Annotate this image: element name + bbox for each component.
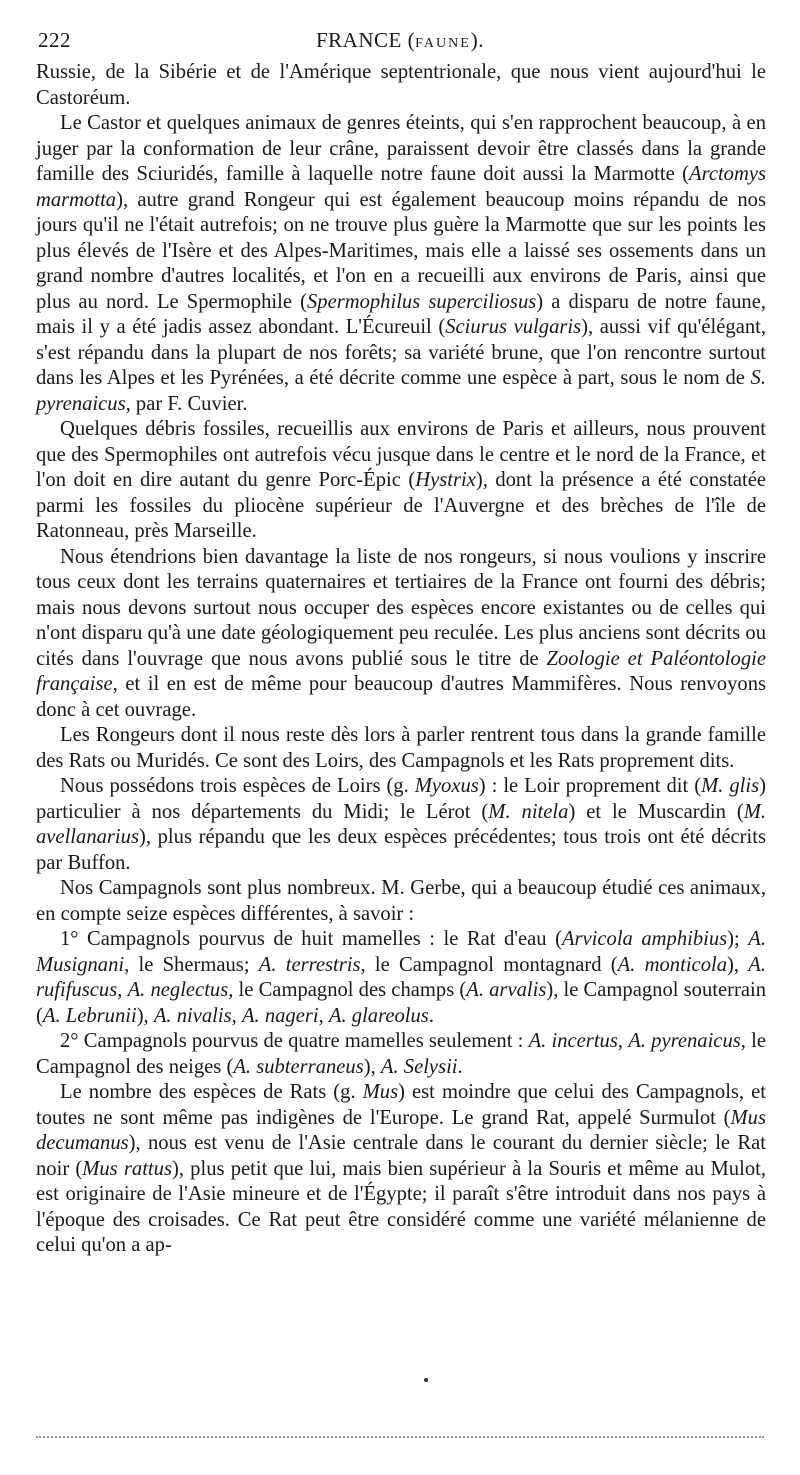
text-run: ), le Campagnol souterrain ( (36, 979, 766, 1027)
text-run: ), plus petit que lui, mais bien supérieur à la Souris et même au Mulot, est originaire de l'Asie mineure et de l'Égypte; il paraît s'être introduit dans nos pays à l'époque des croisades. Ce Rat peut être considéré comme une variété mélanienne de celui qu'on a ap- (36, 1157, 766, 1256)
text-run: ) particulier à nos départements du Midi; le Lérot ( (36, 775, 766, 823)
italic-taxon: Spermophilus superciliosus (306, 290, 537, 313)
text-run: , (231, 1004, 242, 1027)
running-title (38, 28, 762, 53)
italic-taxon: Hystrix (415, 469, 476, 491)
text-run: ), aussi vif qu'élégant, s'est répandu dans la plupart de nos forêts; sa variété brune, que l'on rencontre surtout dans les Alpes et les Pyrénées, a été décrite comme une espèce à part, sous le nom de (36, 316, 766, 389)
paragraph (36, 774, 766, 876)
ink-dot (424, 1378, 428, 1382)
italic-taxon: A. neglectus (127, 979, 229, 1001)
text-run: ) est moindre que celui des Campagnols, et toutes ne sont même pas indigènes de l'Europe. Le grand Rat, appelé Surmulot ( (36, 1081, 766, 1129)
italic-taxon: Mus decumanus (36, 1106, 766, 1154)
text-run: ) : le Loir proprement dit ( (478, 775, 702, 797)
italic-taxon: S. pyrenaicus (36, 367, 766, 415)
italic-taxon: Myoxus (414, 775, 479, 797)
text-run: . (428, 1004, 434, 1027)
text-run: ), (727, 953, 749, 976)
text-run: ), autre grand Rongeur qui est également beaucoup moins répandu de nos jours qu'il ne l'était autrefois; on ne trouve plus guère la Marmotte que sur les points les plus élevés de l'Isère et des Alpes-Maritimes, mais elle a laissé ses ossements dans un grand nombre d'autres localités, et l'on en a recueilli aux environs de Paris, ainsi que plus au nord. Le Spermophile ( (36, 188, 766, 313)
italic-taxon: Mus rattus (82, 1157, 172, 1180)
text-run: Nous possédons trois espèces de Loirs (g. (60, 775, 415, 797)
paragraph (36, 876, 766, 927)
running-header (38, 28, 762, 58)
text-run: Les Rongeurs dont il nous reste dès lors à parler rentrent tous dans la grande famille des Rats ou Muridés. Ce sont des Loirs, des Campagnols et les Rats proprement dits. (36, 724, 766, 772)
bottom-dotted-rule (36, 1436, 764, 1438)
text-run: Nos Campagnols sont plus nombreux. M. Gerbe, qui a beaucoup étudié ces animaux, en compte seize espèces différentes, à savoir : (36, 877, 766, 925)
italic-taxon: A. nageri (241, 1004, 319, 1027)
text-run: 1° Campagnols pourvus de huit mamelles : le Rat d'eau ( (60, 928, 562, 950)
italic-taxon: A. nivalis (153, 1004, 232, 1027)
running-title-small-caps: FAUNE (415, 36, 471, 51)
body-text (36, 60, 766, 1259)
text-run: ) a disparu de notre faune, mais il y a été jadis assez abondant. L'Écureuil ( (36, 290, 767, 338)
italic-taxon: M. glis (701, 775, 760, 797)
text-run: , le Shermaus; (124, 953, 259, 976)
text-run: ), dont la présence a été constatée parmi les fossiles du pliocène supérieur de l'Auvergne et des brèches de l'île de Ratonneau, près Marseille. (36, 469, 766, 542)
text-run: ); (727, 928, 749, 950)
italic-taxon: A. terrestris (258, 953, 361, 976)
paragraph (36, 60, 766, 111)
text-run: , (117, 979, 128, 1001)
text-run: ), plus répandu que les deux espèces précédentes; tous trois ont été décrits par Buffon. (36, 826, 766, 874)
text-run: Le Castor et quelques animaux de genres éteints, qui s'en rapprochent beaucoup, à en juger par la conformation de leur crâne, paraissent devoir être classés dans la grande famille des Sciuridés, famille à laquelle notre faune doit aussi la Marmotte ( (36, 112, 766, 185)
text-run: Nous étendrions bien davantage la liste de nos rongeurs, si nous voulions y inscrire tous ceux dont les terrains quaternaires et tertiaires de la France ont fourni des débris; mais nous devons surtout nous occuper des espèces encore existantes ou de celles qui n'ont disparu qu'à une date géologiquement peu reculée. Les plus anciens sont décrits ou cités dans l'ouvrage que nous avons publié sous le titre de (36, 545, 766, 670)
text-run: , et il en est de même pour beaucoup d'autres Mammifères. Nous renvoyons donc à cet ouvrage. (36, 673, 766, 721)
italic-taxon: Sciurus vulgaris (445, 316, 582, 338)
paragraph (36, 1029, 766, 1080)
text-run: , le Campagnol montagnard ( (360, 953, 618, 976)
italic-taxon: A. incertus (528, 1030, 618, 1052)
paragraph (36, 927, 766, 1029)
page-number: 222 (38, 28, 71, 52)
italic-taxon: Zoologie et Paléontologie française (36, 647, 766, 695)
italic-taxon: A. Lebrunii (42, 1004, 137, 1027)
text-run: Le nombre des espèces de Rats (g. (60, 1081, 363, 1103)
text-run: , le Campagnol des champs ( (228, 979, 467, 1001)
text-run: , (617, 1030, 629, 1052)
italic-taxon: M. nitela (488, 800, 569, 823)
italic-taxon: A. Musignani (36, 928, 766, 976)
paragraph (36, 1080, 766, 1259)
paragraph (36, 545, 766, 724)
italic-taxon: Arvicola amphibius (561, 928, 728, 950)
paragraph (36, 111, 766, 417)
text-run: . (457, 1055, 463, 1078)
italic-taxon: M. avellanarius (36, 800, 766, 848)
text-run: Russie, de la Sibérie et de l'Amérique septentrionale, que nous vient aujourd'hui le Castoréum. (36, 61, 766, 109)
italic-taxon: Arctomys marmotta (36, 163, 766, 211)
text-run: , par F. Cuvier. (125, 392, 248, 415)
paragraph (36, 723, 766, 774)
italic-taxon: A. subterraneus (233, 1055, 364, 1078)
text-run: ) et le Muscardin ( (568, 800, 744, 823)
italic-taxon: A. monticola (617, 953, 728, 976)
text-run: , (318, 1004, 329, 1027)
italic-taxon: A. arvalis (466, 979, 547, 1001)
running-title-close: ). (470, 28, 484, 52)
text-run: 2° Campagnols pourvus de quatre mamelles seulement : (60, 1030, 529, 1052)
text-run: ), (363, 1055, 381, 1078)
italic-taxon: A. rufifuscus (36, 953, 766, 1001)
paragraph (36, 417, 766, 545)
text-run: , le Campagnol des neiges ( (36, 1030, 766, 1078)
italic-taxon: A. Selysii (380, 1055, 458, 1078)
running-title-main: FRANCE ( (316, 28, 416, 52)
italic-taxon: A. glareolus (328, 1004, 429, 1027)
italic-taxon: A. pyrenaicus (628, 1030, 741, 1052)
italic-taxon: Mus (362, 1081, 399, 1103)
text-run: Quelques débris fossiles, recueillis aux environs de Paris et ailleurs, nous prouvent que des Spermophiles ont autrefois vécu jusque dans le centre et le nord de la France, et l'on doit en dire autant du genre Porc-Épic ( (36, 418, 766, 491)
text-run: ), (136, 1004, 154, 1027)
text-run: ), nous est venu de l'Asie centrale dans le courant du dernier siècle; le Rat noir ( (36, 1132, 766, 1180)
